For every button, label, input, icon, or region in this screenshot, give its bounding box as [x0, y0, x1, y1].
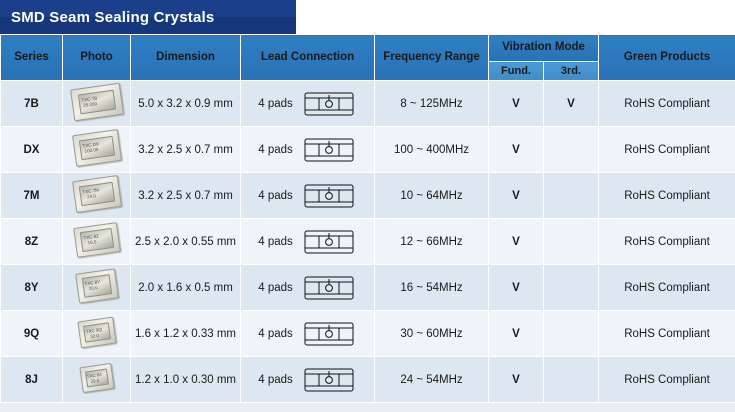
- cell-green-products: RoHS Compliant: [599, 81, 735, 127]
- cell-vibration-3rd: V: [544, 81, 599, 127]
- cell-series: 9Q: [1, 311, 63, 357]
- cell-frequency: 16 ~ 54MHz: [375, 265, 489, 311]
- cell-lead-connection: [241, 127, 375, 173]
- cell-vibration-fund: V: [489, 219, 544, 265]
- cell-vibration-fund: V: [489, 81, 544, 127]
- lead-label: 4 pads: [258, 143, 293, 156]
- crystal-marking: TXC DX 100.00: [81, 141, 99, 155]
- table-header-row-primary: [1, 35, 735, 62]
- cell-vibration-fund: V: [489, 357, 544, 403]
- crystal-photo-8j: [79, 363, 114, 393]
- cell-vibration-3rd: [544, 219, 599, 265]
- cell-vibration-3rd: [544, 357, 599, 403]
- cell-series: 8Z: [1, 219, 63, 265]
- lead-connection-diagram: [301, 365, 357, 395]
- crystal-photo-7m: [71, 175, 121, 213]
- crystal-photo-7b: [70, 83, 124, 122]
- crystal-photo-8z: [73, 222, 121, 258]
- header-vibration-3rd: 3rd.: [544, 62, 599, 81]
- cell-green-products: RoHS Compliant: [599, 127, 735, 173]
- lead-label: 4 pads: [258, 281, 293, 294]
- cell-frequency: 30 ~ 60MHz: [375, 311, 489, 357]
- cell-green-products: RoHS Compliant: [599, 219, 735, 265]
- cell-dimension: 3.2 x 2.5 x 0.7 mm: [131, 127, 241, 173]
- table-row: [1, 127, 735, 173]
- cell-vibration-3rd: [544, 265, 599, 311]
- cell-photo: [63, 265, 131, 311]
- lead-connection-diagram: [301, 227, 357, 257]
- cell-vibration-3rd: [544, 127, 599, 173]
- crystal-marking: TXC 9Q 32.0: [85, 326, 102, 339]
- cell-dimension: 2.0 x 1.6 x 0.5 mm: [131, 265, 241, 311]
- page-title: SMD Seam Sealing Crystals: [11, 8, 215, 26]
- cell-green-products: RoHS Compliant: [599, 173, 735, 219]
- cell-dimension: 3.2 x 2.5 x 0.7 mm: [131, 173, 241, 219]
- table-row: [1, 219, 735, 265]
- crystal-photo-9q: [77, 316, 116, 348]
- crystal-marking: TXC 7B 25.000: [80, 96, 97, 109]
- lead-connection-diagram: [301, 273, 357, 303]
- crystal-photo-dx: [71, 129, 121, 167]
- header-vibration-fund: Fund.: [489, 62, 544, 81]
- cell-vibration-3rd: [544, 311, 599, 357]
- header-frequency-range: Frequency Range: [375, 35, 489, 81]
- cell-series: 7M: [1, 173, 63, 219]
- crystal-marking: TXC 8Z 16.0: [82, 234, 99, 247]
- cell-dimension: 2.5 x 2.0 x 0.55 mm: [131, 219, 241, 265]
- lead-label: 4 pads: [258, 97, 293, 110]
- crystal-marking: TXC 7M 24.0: [81, 187, 99, 201]
- header-series: Series: [1, 35, 63, 81]
- cell-photo: [63, 127, 131, 173]
- cell-lead-connection: [241, 219, 375, 265]
- cell-lead-connection: [241, 265, 375, 311]
- header-vibration-mode: Vibration Mode: [489, 35, 599, 62]
- cell-lead-connection: [241, 311, 375, 357]
- lead-connection-diagram: [301, 89, 357, 119]
- crystal-photo-8y: [75, 268, 119, 303]
- header-green-products: Green Products: [599, 35, 735, 81]
- cell-dimension: 1.2 x 1.0 x 0.30 mm: [131, 357, 241, 403]
- table-row: [1, 81, 735, 127]
- cell-frequency: 12 ~ 66MHz: [375, 219, 489, 265]
- cell-photo: [63, 173, 131, 219]
- cell-series: 8J: [1, 357, 63, 403]
- crystal-marking: TXC 8J 26.0: [86, 372, 102, 386]
- cell-dimension: 5.0 x 3.2 x 0.9 mm: [131, 81, 241, 127]
- crystal-marking: TXC 8Y 20.0: [83, 279, 101, 293]
- cell-vibration-fund: V: [489, 311, 544, 357]
- table-row: [1, 265, 735, 311]
- lead-connection-diagram: [301, 135, 357, 165]
- lead-label: 4 pads: [258, 189, 293, 202]
- header-photo: Photo: [63, 35, 131, 81]
- lead-connection-diagram: [301, 181, 357, 211]
- cell-frequency: 8 ~ 125MHz: [375, 81, 489, 127]
- header-lead-connection: Lead Connection: [241, 35, 375, 81]
- cell-lead-connection: [241, 357, 375, 403]
- table-row: [1, 311, 735, 357]
- title-filler: [296, 0, 735, 34]
- cell-green-products: RoHS Compliant: [599, 265, 735, 311]
- title-banner: [0, 0, 298, 34]
- cell-photo: [63, 219, 131, 265]
- cell-vibration-fund: V: [489, 127, 544, 173]
- crystal-spec-table: [0, 34, 735, 403]
- cell-photo: [63, 311, 131, 357]
- lead-label: 4 pads: [258, 373, 293, 386]
- table-row: [1, 357, 735, 403]
- cell-vibration-3rd: [544, 173, 599, 219]
- cell-series: DX: [1, 127, 63, 173]
- cell-green-products: RoHS Compliant: [599, 357, 735, 403]
- cell-vibration-fund: V: [489, 265, 544, 311]
- lead-label: 4 pads: [258, 327, 293, 340]
- cell-series: 8Y: [1, 265, 63, 311]
- cell-lead-connection: [241, 173, 375, 219]
- cell-green-products: RoHS Compliant: [599, 311, 735, 357]
- cell-photo: [63, 357, 131, 403]
- header-dimension: Dimension: [131, 35, 241, 81]
- cell-photo: [63, 81, 131, 127]
- cell-frequency: 10 ~ 64MHz: [375, 173, 489, 219]
- cell-frequency: 100 ~ 400MHz: [375, 127, 489, 173]
- cell-series: 7B: [1, 81, 63, 127]
- cell-dimension: 1.6 x 1.2 x 0.33 mm: [131, 311, 241, 357]
- lead-label: 4 pads: [258, 235, 293, 248]
- cell-frequency: 24 ~ 54MHz: [375, 357, 489, 403]
- cell-vibration-fund: V: [489, 173, 544, 219]
- lead-connection-diagram: [301, 319, 357, 349]
- table-row: [1, 173, 735, 219]
- cell-lead-connection: [241, 81, 375, 127]
